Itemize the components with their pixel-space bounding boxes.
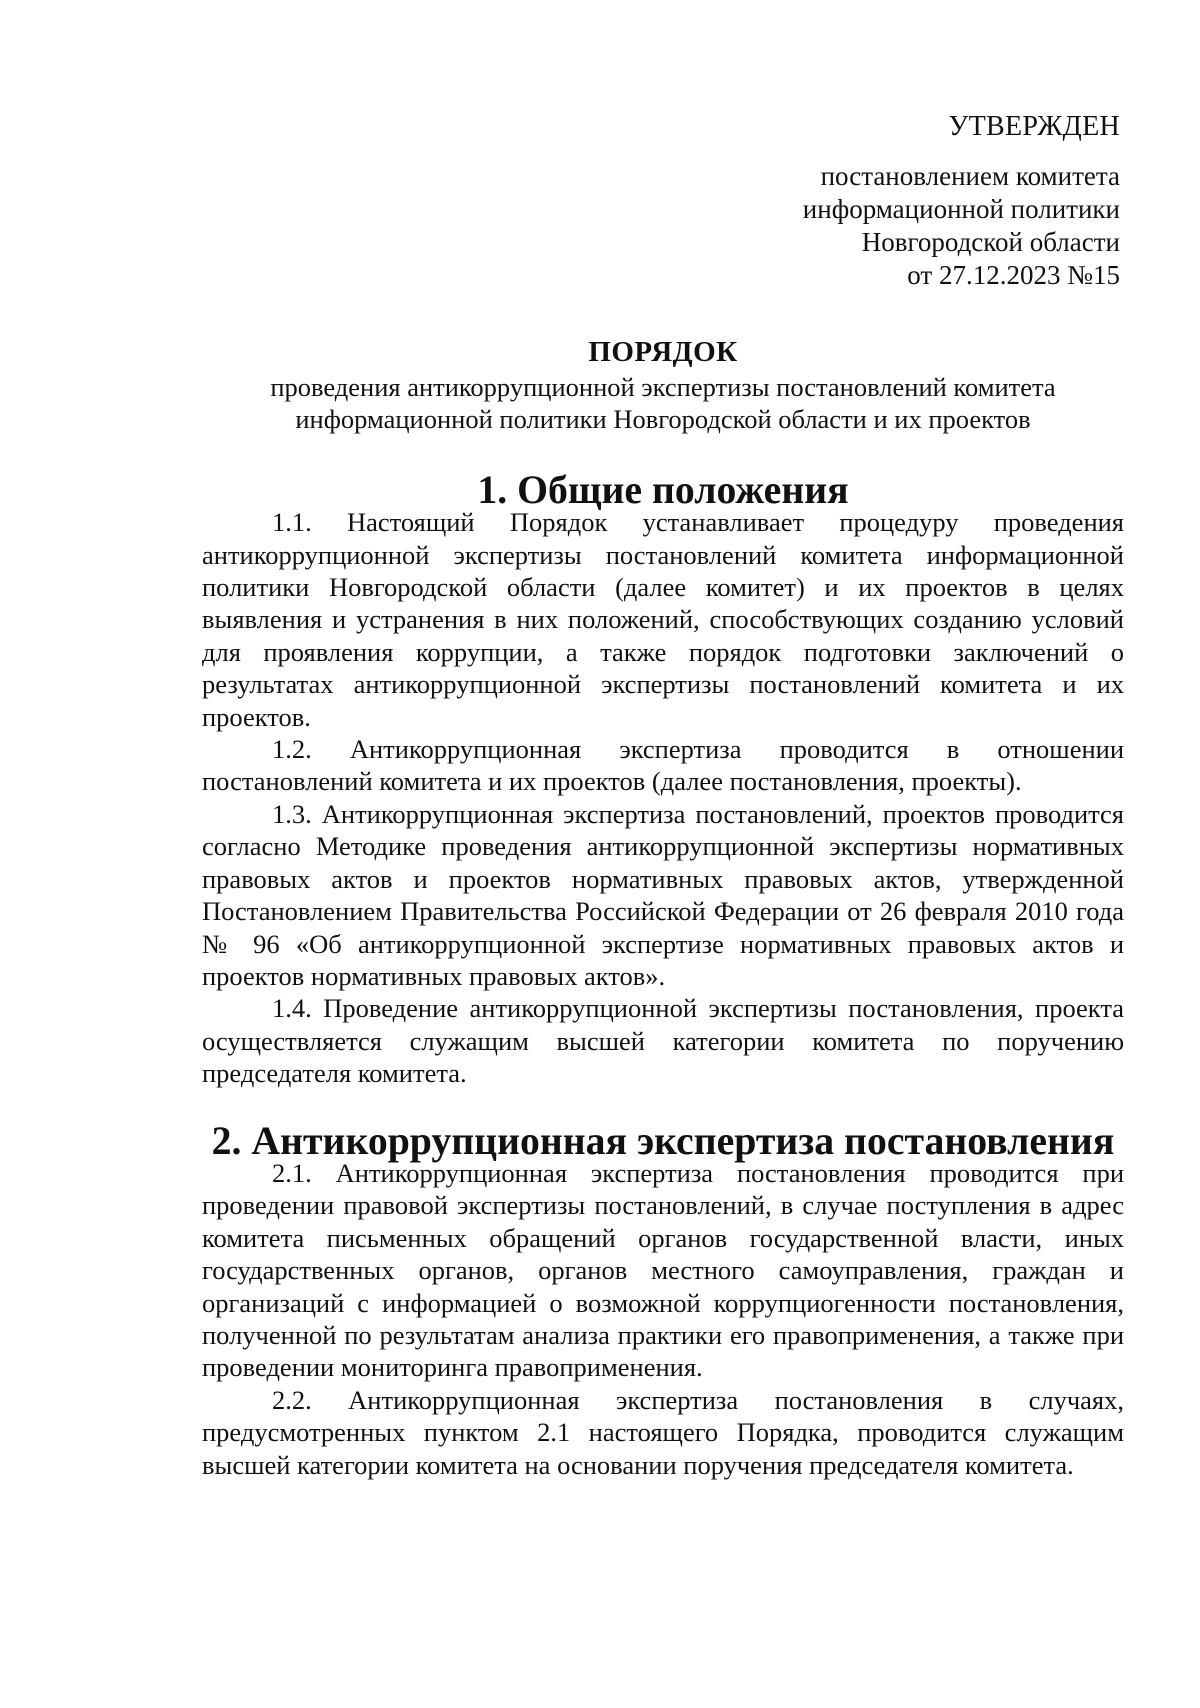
section-heading: 2. Антикоррупционная экспертиза постановления (211, 1118, 1115, 1163)
paragraph-1-4: 1.4. Проведение антикоррупционной экспертизы постановления, проекта осуществляется служащим высшей категории комитета по поручению председателя комитета. (202, 993, 1124, 1089)
paragraph-1-1: 1.1. Настоящий Порядок устанавливает процедуру проведения антикоррупционной экспертизы постановлений комитета информационной политики Новгородской области (далее комитет) и их проектов в целях выявления и устранения в них положений, способствующих созданию условий для проявления коррупции, а также порядок подготовки заключений о результатах антикоррупционной экспертизы постановлений комитета и их проектов. (202, 507, 1124, 732)
approval-line-resolution: постановлением комитета (820, 161, 1120, 191)
section-general-provisions (202, 467, 1124, 1090)
approval-stamp: УТВЕРЖДЕН (948, 111, 1120, 142)
approval-line-committee: информационной политики (802, 194, 1120, 224)
approval-line-date-number: от 27.12.2023 №15 (907, 260, 1120, 290)
document-subtitle (202, 371, 1124, 436)
paragraph-1-2: 1.2. Антикоррупционная экспертиза проводится в отношении постановлений комитета и их проектов (далее постановления, проекты). (202, 734, 1124, 797)
section-resolution-expertise (202, 1118, 1124, 1481)
document-subtitle-line: проведения антикоррупционной экспертизы постановлений комитета (270, 372, 1056, 402)
document-body (202, 335, 1124, 1481)
document-subtitle-line: информационной политики Новгородской области и их проектов (295, 404, 1031, 435)
approval-line-region: Новгородской области (861, 227, 1120, 257)
document-title: ПОРЯДОК (588, 336, 738, 368)
paragraph-1-3: 1.3. Антикоррупционная экспертиза постановлений, проектов проводится согласно Методике проведения антикоррупционной экспертизы нормативных правовых актов и проектов нормативных правовых актов, утвержденной Постановлением Правительства Российской Федерации от 26 февраля 2010 года № 96 «Об антикоррупционной экспертизе нормативных правовых актов и проектов нормативных правовых актов». (202, 798, 1124, 991)
approval-block (803, 110, 1120, 292)
paragraph-2-2: 2.2. Антикоррупционная экспертиза постановления в случаях, предусмотренных пунктом 2.1 настоящего Порядка, проводится служащим высшей категории комитета на основании поручения председателя комитета. (202, 1384, 1124, 1480)
section-heading: 1. Общие положения (477, 467, 849, 512)
paragraph-2-1: 2.1. Антикоррупционная экспертиза постановления проводится при проведении правовой экспертизы постановлений, в случае поступления в адрес комитета письменных обращений органов государственной власти, иных государственных органов, органов местного самоуправления, граждан и организаций с информацией о возможной коррупциогенности постановления, полученной по результатам анализа практики его правоприменения, а также при проведении мониторинга правоприменения. (202, 1157, 1124, 1383)
